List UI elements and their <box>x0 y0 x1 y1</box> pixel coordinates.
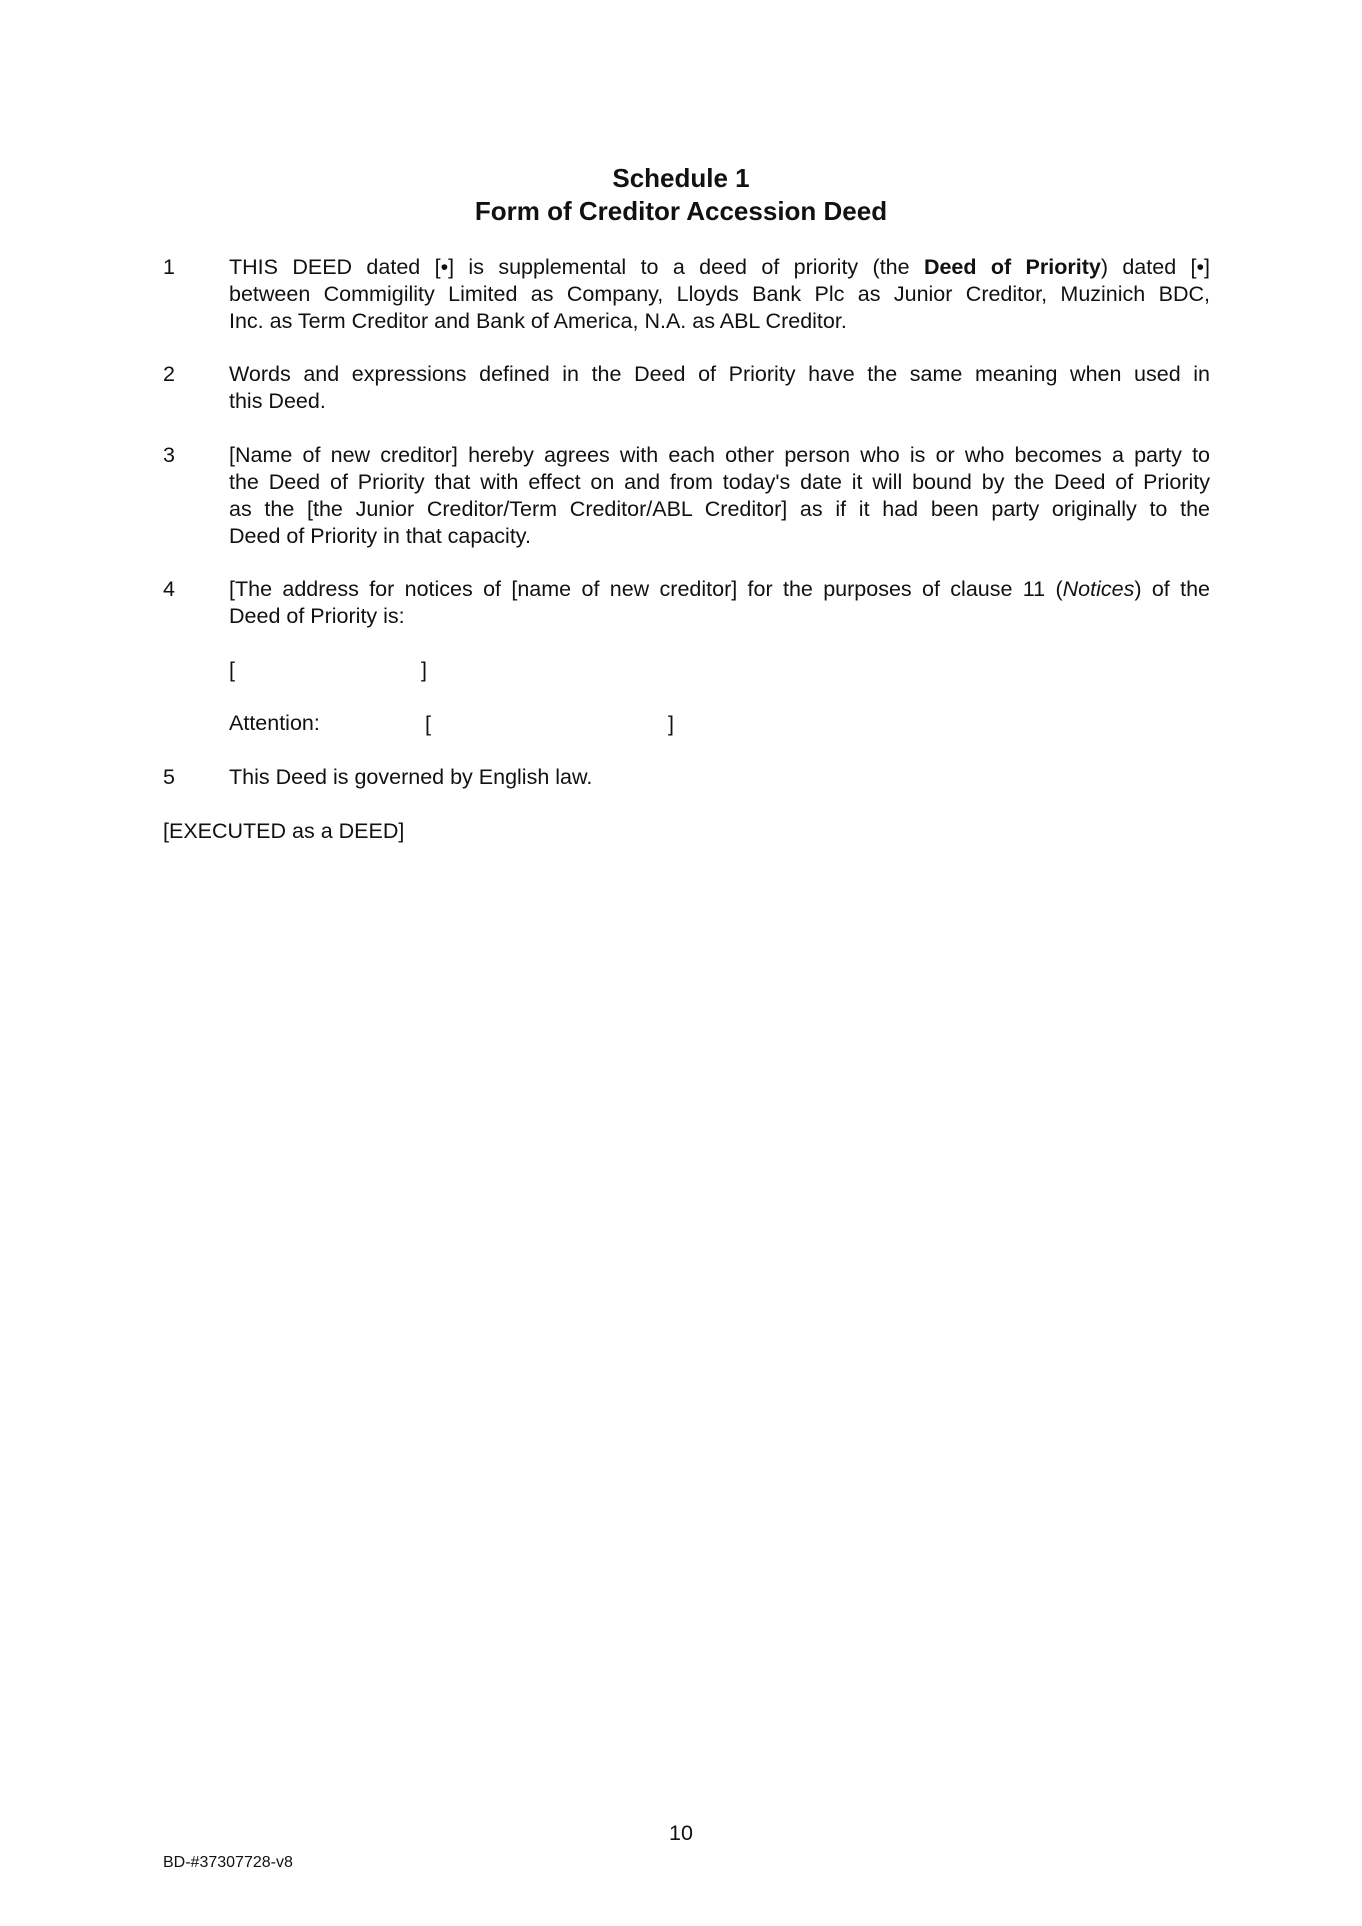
clause-line: [Name of new creditor] hereby agrees with each other person who is or who becomes a party to <box>229 443 1210 467</box>
clause-line: Deed of Priority is: <box>229 604 405 628</box>
clause-reference-italic: Notices <box>1062 577 1135 601</box>
address-bracket-close: ] <box>421 658 427 682</box>
clause-line <box>229 254 1210 281</box>
execution-statement: [EXECUTED as a DEED] <box>163 819 405 843</box>
clause-number: 4 <box>163 577 175 601</box>
clause-number: 1 <box>163 255 175 279</box>
clause-number: 3 <box>163 443 175 467</box>
clause-line: Words and expressions defined in the Deed of Priority have the same meaning when used in <box>229 362 1210 386</box>
attention-bracket-close: ] <box>668 712 674 736</box>
attention-bracket-open: [ <box>425 712 431 736</box>
clause-line: as the [the Junior Creditor/Term Creditor/ABL Creditor] as if it had been party originally to the <box>229 497 1210 521</box>
clause-text <box>229 361 1210 415</box>
clause-text-segment: ) dated [•] <box>1100 255 1210 279</box>
clause-line: Inc. as Term Creditor and Bank of America, N.A. as ABL Creditor. <box>229 309 847 333</box>
document-reference: BD-#37307728-v8 <box>163 1854 293 1871</box>
clause-text <box>229 764 1210 791</box>
clause-text-segment: THIS DEED dated [•] is supplemental to a deed of priority (the <box>229 255 924 279</box>
clause-text <box>229 254 1210 335</box>
clause-text-segment: [The address for notices of [name of new creditor] for the purposes of clause 11 ( <box>229 577 1063 601</box>
clause-number: 2 <box>163 362 175 386</box>
clause-text <box>229 442 1210 550</box>
clause-line: between Commigility Limited as Company, Lloyds Bank Plc as Junior Creditor, Muzinich BDC, <box>229 282 1210 306</box>
clause-line <box>229 576 1210 603</box>
defined-term: Deed of Priority <box>923 255 1101 279</box>
attention-label: Attention: <box>229 711 320 735</box>
clause-line: the Deed of Priority that with effect on and from today's date it will bound by the Deed of Priority <box>229 470 1210 494</box>
clause-text-segment: ) of the <box>1134 577 1210 601</box>
clause-line: Deed of Priority in that capacity. <box>229 524 531 548</box>
clause-number: 5 <box>163 765 175 789</box>
schedule-heading: Schedule 1 <box>612 163 750 193</box>
schedule-title: Form of Creditor Accession Deed <box>474 196 888 226</box>
clause-text <box>229 576 1210 630</box>
page-number: 10 <box>669 1821 693 1845</box>
clause-line: this Deed. <box>229 389 326 413</box>
address-bracket-open: [ <box>229 658 235 682</box>
clause-line: This Deed is governed by English law. <box>229 765 593 789</box>
